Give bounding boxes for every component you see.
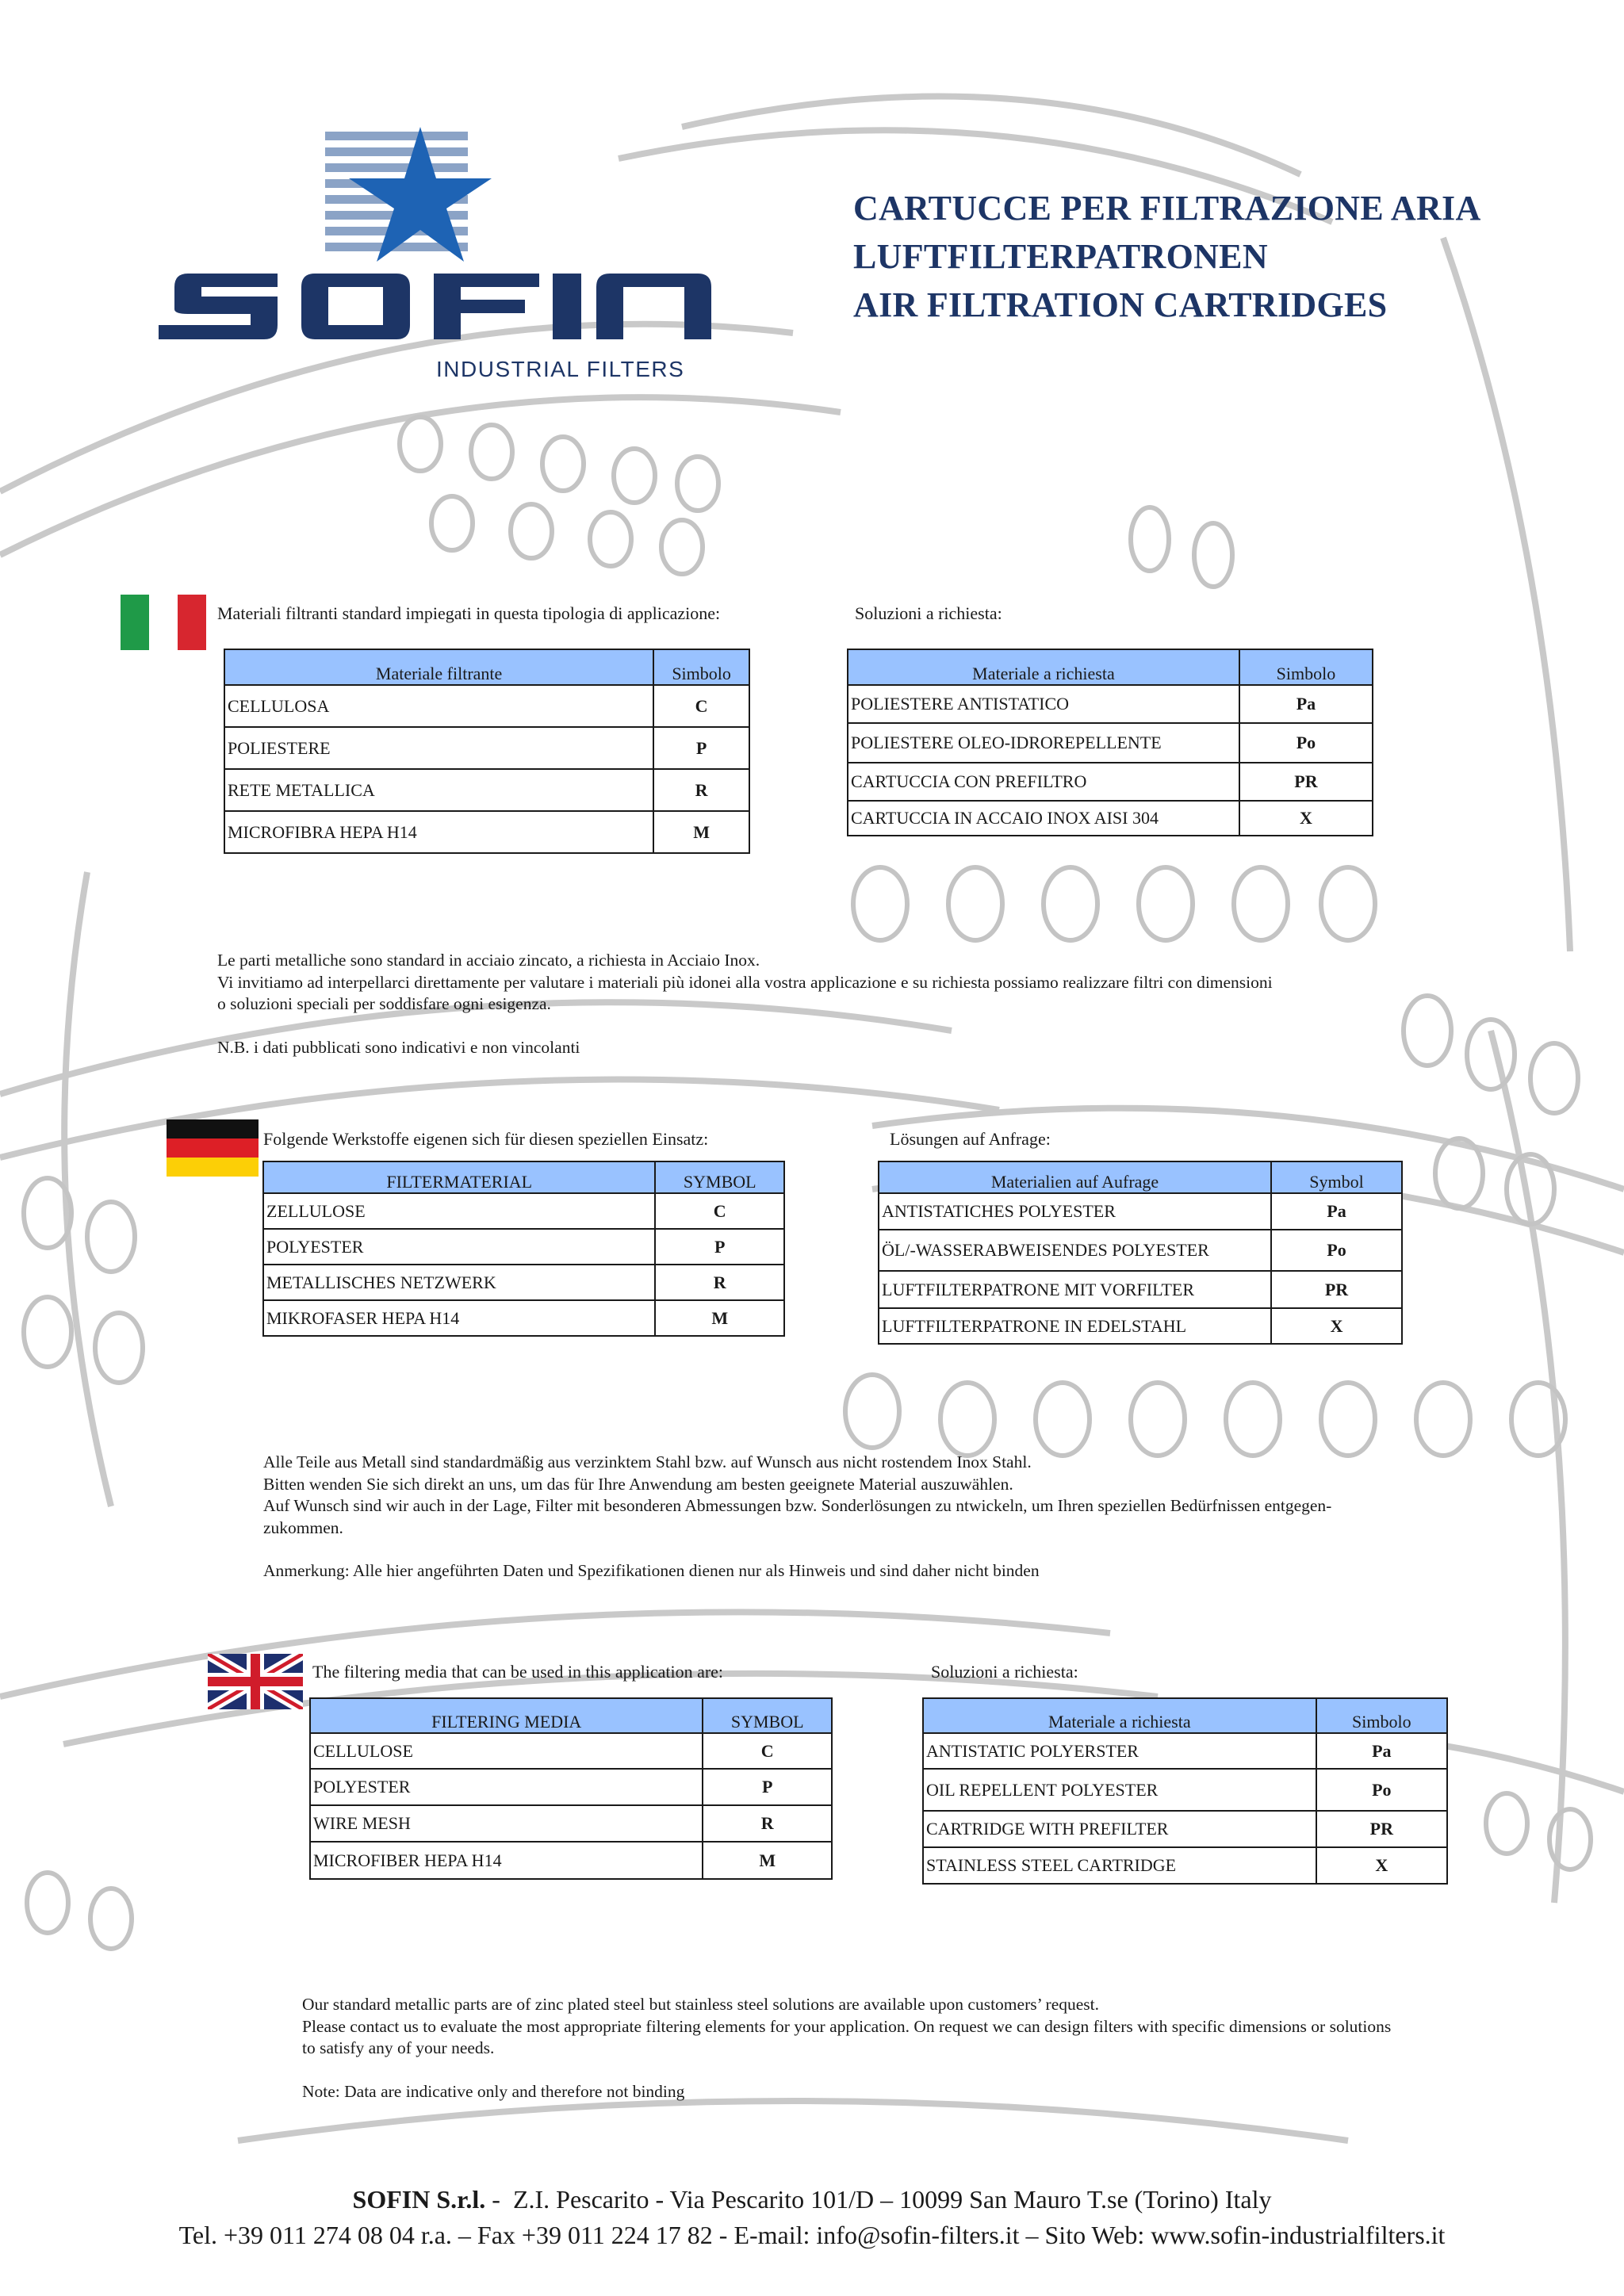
column-header: Materiale a richiesta — [923, 1698, 1316, 1733]
symbol-cell: C — [655, 1193, 784, 1229]
table-row — [224, 685, 749, 727]
column-header: Simbolo — [653, 649, 749, 685]
material-cell: MIKROFASER HEPA H14 — [263, 1300, 655, 1336]
table-row — [923, 1733, 1447, 1769]
material-cell: POLIESTERE ANTISTATICO — [848, 685, 1239, 723]
symbol-cell: PR — [1316, 1811, 1447, 1847]
symbol-cell: R — [703, 1805, 832, 1842]
note-line: Our standard metallic parts are of zinc plated steel but stainless steel solutions are available upon customers’ request. — [302, 1995, 1099, 2014]
symbol-cell: R — [653, 769, 749, 811]
table-row — [224, 811, 749, 853]
italian-standard-table — [224, 649, 750, 854]
english-request-table — [922, 1697, 1448, 1885]
table-row — [263, 1229, 784, 1265]
english-notes — [302, 1994, 1611, 2103]
column-header: Simbolo — [1239, 649, 1373, 685]
table-header-row — [310, 1698, 832, 1733]
table-row — [848, 723, 1373, 763]
material-cell: LUFTFILTERPATRONE IN EDELSTAHL — [879, 1308, 1271, 1344]
note-line: Please contact us to evaluate the most appropriate filtering elements for your application. On request we can design filters with specific dimensions or solutions — [302, 2016, 1392, 2036]
symbol-cell: X — [1239, 801, 1373, 836]
table-row — [263, 1193, 784, 1229]
footer-company: SOFIN S.r.l. — [352, 2185, 486, 2214]
table-header-row — [848, 649, 1373, 685]
material-cell: POLIESTERE — [224, 727, 653, 769]
note-line: zukommen. — [263, 1517, 343, 1537]
material-cell: METALLISCHES NETZWERK — [263, 1265, 655, 1300]
table-row — [848, 801, 1373, 836]
footer-contacts-line — [0, 2221, 1624, 2250]
title-english: AIR FILTRATION CARTRIDGES — [853, 285, 1388, 324]
table-row — [263, 1265, 784, 1300]
table-row — [310, 1733, 832, 1769]
table-row — [224, 769, 749, 811]
material-cell: POLYESTER — [310, 1769, 703, 1805]
symbol-cell: M — [653, 811, 749, 853]
symbol-cell: M — [703, 1842, 832, 1879]
table-row — [923, 1769, 1447, 1811]
table-row — [879, 1230, 1402, 1271]
symbol-cell: Po — [1271, 1230, 1402, 1271]
note-line: to satisfy any of your needs. — [302, 2038, 495, 2057]
column-header: Materiale filtrante — [224, 649, 653, 685]
material-cell: ZELLULOSE — [263, 1193, 655, 1229]
material-cell: ANTISTATICHES POLYESTER — [879, 1193, 1271, 1230]
material-cell: POLYESTER — [263, 1229, 655, 1265]
footer-separator: - — [485, 2185, 513, 2214]
german-flag-icon — [167, 1119, 259, 1177]
note-line: o soluzioni speciali per soddisfare ogni esigenza. — [217, 994, 551, 1013]
column-header: Symbol — [1271, 1161, 1402, 1193]
table-header-row — [923, 1698, 1447, 1733]
symbol-cell: P — [653, 727, 749, 769]
symbol-cell: Pa — [1316, 1733, 1447, 1769]
table-header-row — [224, 649, 749, 685]
table-row — [879, 1308, 1402, 1344]
column-header: FILTERMATERIAL — [263, 1161, 655, 1193]
material-cell: MICROFIBER HEPA H14 — [310, 1842, 703, 1879]
table-row — [848, 685, 1373, 723]
table-header-row — [879, 1161, 1402, 1193]
note-line: Bitten wenden Sie sich direkt an uns, um das für Ihre Anwendung am besten geeignete Material auszuwählen. — [263, 1474, 1013, 1494]
english-standard-label: The filtering media that can be used in this application are: — [312, 1662, 724, 1682]
column-header: SYMBOL — [655, 1161, 784, 1193]
symbol-cell: C — [653, 685, 749, 727]
document-titles — [853, 184, 1481, 329]
english-request-label: Soluzioni a richiesta: — [931, 1662, 1078, 1682]
italian-standard-label: Materiali filtranti standard impiegati in questa tipologia di applicazione: — [217, 603, 721, 623]
title-italian: CARTUCCE PER FILTRAZIONE ARIA — [853, 189, 1481, 228]
footer-address: Z.I. Pescarito - Via Pescarito 101/D – 10099 San Mauro T.se (Torino) Italy — [512, 2185, 1272, 2214]
uk-flag-icon — [208, 1654, 303, 1709]
material-cell: CELLULOSE — [310, 1733, 703, 1769]
german-standard-label: Folgende Werkstoffe eigenen sich für diesen speziellen Einsatz: — [263, 1129, 709, 1149]
material-cell: ANTISTATIC POLYERSTER — [923, 1733, 1316, 1769]
table-row — [879, 1271, 1402, 1308]
sofin-logo — [159, 119, 730, 388]
german-notes — [263, 1452, 1611, 1582]
italian-disclaimer: N.B. i dati pubblicati sono indicativi e non vincolanti — [217, 1037, 580, 1057]
german-standard-table — [262, 1161, 785, 1337]
title-german: LUFTFILTERPATRONEN — [853, 237, 1268, 276]
english-disclaimer: Note: Data are indicative only and therefore not binding — [302, 2081, 685, 2101]
symbol-cell: M — [655, 1300, 784, 1336]
column-header: Materialien auf Aufrage — [879, 1161, 1271, 1193]
symbol-cell: PR — [1239, 763, 1373, 801]
table-row — [224, 727, 749, 769]
logo-tagline: INDUSTRIAL FILTERS — [436, 357, 685, 381]
table-header-row — [263, 1161, 784, 1193]
german-disclaimer: Anmerkung: Alle hier angeführten Daten und Spezifikationen dienen nur als Hinweis und sind daher nicht binden — [263, 1561, 1040, 1580]
material-cell: MICROFIBRA HEPA H14 — [224, 811, 653, 853]
footer-address-line — [0, 2185, 1624, 2214]
italian-notes — [217, 950, 1581, 1058]
material-cell: WIRE MESH — [310, 1805, 703, 1842]
symbol-cell: R — [655, 1265, 784, 1300]
material-cell: CELLULOSA — [224, 685, 653, 727]
material-cell: RETE METALLICA — [224, 769, 653, 811]
table-row — [310, 1769, 832, 1805]
table-row — [310, 1805, 832, 1842]
note-line: Auf Wunsch sind wir auch in der Lage, Filter mit besonderen Abmessungen bzw. Sonderlösungen zu ntwickeln, um Ihren speziellen Bedürfnissen entgegen- — [263, 1496, 1332, 1515]
logo-wordmark — [159, 274, 711, 339]
symbol-cell: P — [655, 1229, 784, 1265]
material-cell: CARTRIDGE WITH PREFILTER — [923, 1811, 1316, 1847]
column-header: SYMBOL — [703, 1698, 832, 1733]
english-standard-table — [309, 1697, 833, 1880]
symbol-cell: P — [703, 1769, 832, 1805]
symbol-cell: PR — [1271, 1271, 1402, 1308]
symbol-cell: Pa — [1271, 1193, 1402, 1230]
symbol-cell: X — [1271, 1308, 1402, 1344]
table-row — [923, 1847, 1447, 1884]
column-header: FILTERING MEDIA — [310, 1698, 703, 1733]
column-header: Simbolo — [1316, 1698, 1447, 1733]
material-cell: OIL REPELLENT POLYESTER — [923, 1769, 1316, 1811]
material-cell: CARTUCCIA IN ACCAIO INOX AISI 304 — [848, 801, 1239, 836]
table-row — [848, 763, 1373, 801]
symbol-cell: Po — [1316, 1769, 1447, 1811]
table-row — [879, 1193, 1402, 1230]
symbol-cell: Po — [1239, 723, 1373, 763]
german-request-label: Lösungen auf Anfrage: — [890, 1129, 1051, 1149]
table-row — [263, 1300, 784, 1336]
symbol-cell: X — [1316, 1847, 1447, 1884]
table-row — [923, 1811, 1447, 1847]
symbol-cell: C — [703, 1733, 832, 1769]
material-cell: ÖL/-WASSERABWEISENDES POLYESTER — [879, 1230, 1271, 1271]
note-line: Vi invitiamo ad interpellarci direttamente per valutare i materiali più idonei alla vostra applicazione e su richiesta possiamo realizzare filtri con dimensioni — [217, 972, 1273, 992]
italian-request-table — [847, 649, 1373, 836]
column-header: Materiale a richiesta — [848, 649, 1239, 685]
italian-flag-icon — [121, 595, 206, 650]
german-request-table — [878, 1161, 1403, 1345]
footer-contacts: Tel. +39 011 274 08 04 r.a. – Fax +39 011 224 17 82 - E-mail: info@sofin-filters.it – Sito Web: www.sofin-industrialfilters.it — [178, 2221, 1446, 2249]
material-cell: STAINLESS STEEL CARTRIDGE — [923, 1847, 1316, 1884]
note-line: Le parti metalliche sono standard in acciaio zincato, a richiesta in Acciaio Inox. — [217, 951, 760, 970]
star-icon — [349, 127, 492, 262]
table-row — [310, 1842, 832, 1879]
material-cell: CARTUCCIA CON PREFILTRO — [848, 763, 1239, 801]
material-cell: LUFTFILTERPATRONE MIT VORFILTER — [879, 1271, 1271, 1308]
note-line: Alle Teile aus Metall sind standardmäßig aus verzinktem Stahl bzw. auf Wunsch aus nicht rostendem Inox Stahl. — [263, 1452, 1032, 1471]
italian-request-label: Soluzioni a richiesta: — [855, 603, 1002, 623]
symbol-cell: Pa — [1239, 685, 1373, 723]
material-cell: POLIESTERE OLEO-IDROREPELLENTE — [848, 723, 1239, 763]
